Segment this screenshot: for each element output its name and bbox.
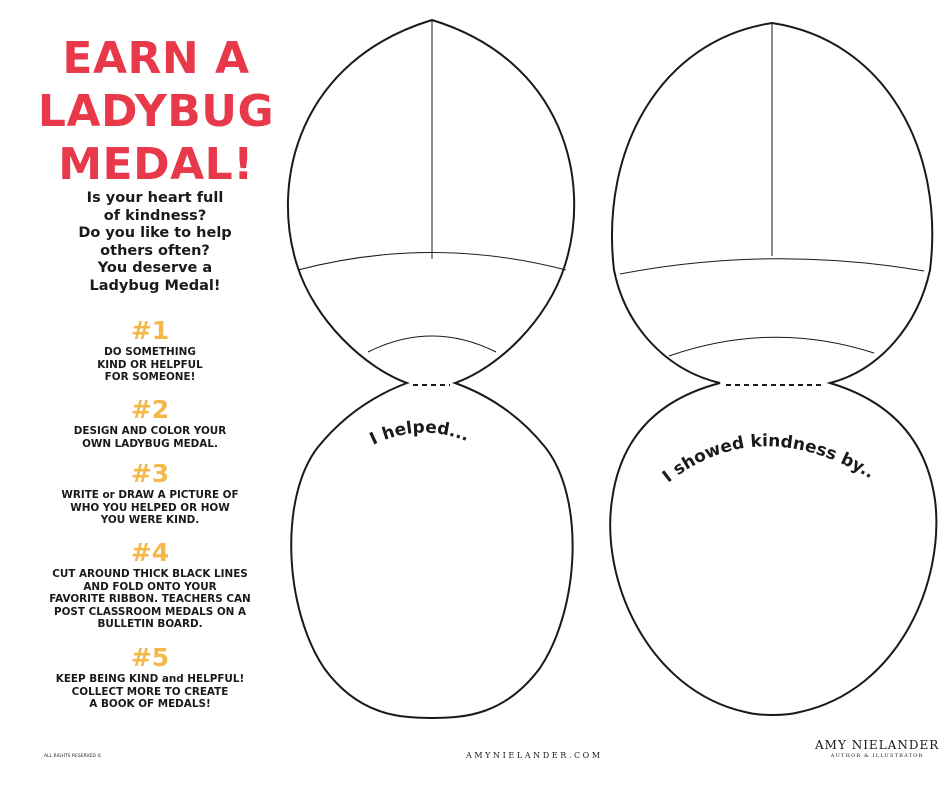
medal-right	[610, 23, 936, 715]
rights-reserved: ALL RIGHTS RESERVED ©	[44, 754, 102, 759]
step-line: OWN LADYBUG MEDAL.	[82, 437, 218, 450]
medal-right-band-line	[620, 259, 924, 274]
title-line: EARN A	[62, 33, 250, 84]
intro-line: of kindness?	[103, 207, 207, 224]
intro-line: Is your heart full	[86, 190, 224, 206]
step-line: KEEP BEING KIND and HELPFUL!	[55, 673, 245, 685]
step-line: YOU WERE KIND.	[100, 514, 200, 526]
medal-right-outline[interactable]	[610, 23, 936, 715]
step-line: WHO YOU HELPED OR HOW	[70, 501, 230, 514]
medal-right-neck-line	[669, 337, 874, 356]
step-line: COLLECT MORE TO CREATE	[71, 685, 229, 698]
step-number: #1	[130, 316, 170, 345]
medal-left-neck-line	[368, 336, 496, 352]
title-line: MEDAL!	[58, 139, 254, 190]
medal-right-caption: I showed kindness by..	[658, 431, 878, 487]
author-logo	[815, 738, 939, 759]
step-line: BULLETIN BOARD.	[97, 618, 203, 630]
title-line: LADYBUG	[37, 86, 275, 137]
website-url[interactable]: AMYNIELANDER.COM	[466, 751, 603, 760]
intro-line: You deserve a	[97, 260, 213, 276]
step-line: DESIGN AND COLOR YOUR	[73, 425, 227, 437]
medal-left-outline[interactable]	[288, 20, 574, 718]
step-line: A BOOK OF MEDALS!	[89, 698, 211, 710]
intro-line: others often?	[100, 242, 210, 259]
step-number: #2	[130, 395, 170, 424]
step-line: WRITE or DRAW A PICTURE OF	[61, 489, 239, 501]
step-line: FOR SOMEONE!	[104, 371, 196, 383]
step-number: #3	[130, 459, 170, 488]
logo-subtitle: AUTHOR & ILLUSTRATOR	[830, 753, 924, 759]
step-number: #5	[130, 643, 170, 672]
intro-line: Ladybug Medal!	[89, 277, 221, 294]
step-line: POST CLASSROOM MEDALS ON A	[53, 605, 247, 618]
step-line: AND FOLD ONTO YOUR	[83, 580, 217, 593]
step-line: DO SOMETHING	[104, 346, 196, 358]
medal-left-caption: I helped...	[366, 417, 473, 450]
logo-name: AMY NIELANDER	[815, 738, 940, 752]
step-number: #4	[130, 538, 170, 567]
step-line: KIND OR HELPFUL	[97, 358, 203, 371]
intro-line: Do you like to help	[78, 225, 232, 241]
step-line: FAVORITE RIBBON. TEACHERS CAN	[49, 593, 251, 605]
step-line: CUT AROUND THICK BLACK LINES	[52, 568, 248, 580]
medal-left	[288, 20, 574, 718]
